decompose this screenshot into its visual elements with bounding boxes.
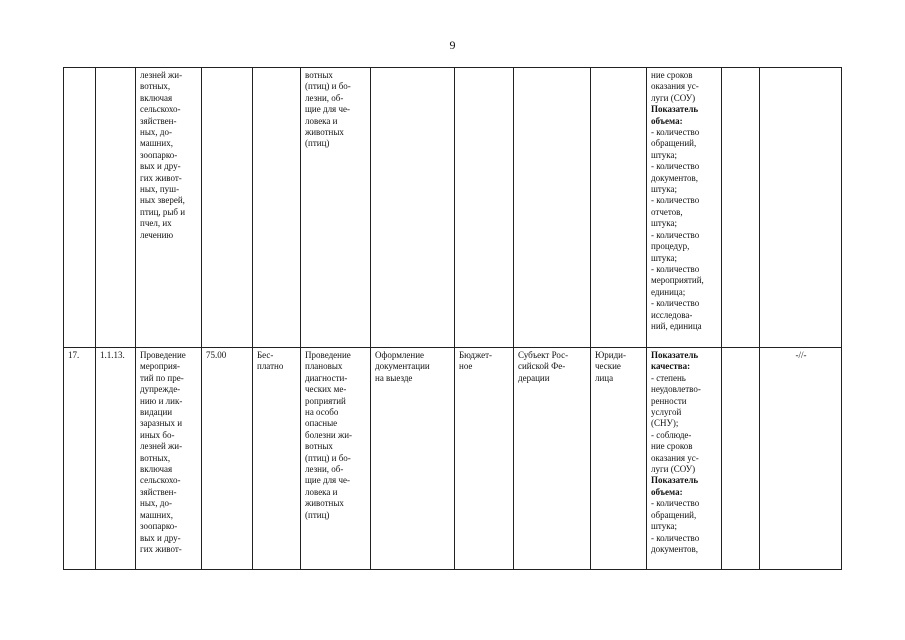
services-table [63, 67, 842, 570]
cell-code-value [202, 68, 253, 348]
cell-code: 1.1.13. [96, 348, 136, 570]
cell-note: -//- [760, 348, 842, 570]
cell-type: Бюджет- ное [455, 348, 514, 570]
cell-content: Проведение плановых диагности- ческих ме- роприятий на особо опасные болезни жи- вотных (птиц) и бо- лезни, об- щие для че- ловека и животных (птиц) [301, 348, 371, 570]
cell-condition [371, 68, 455, 348]
cell-content: вотных (птиц) и бо- лезни, об- щие для че- ловека и животных (птиц) [301, 68, 371, 348]
table-row-continuation [64, 68, 842, 348]
cell-extra [722, 348, 760, 570]
cell-consumers [591, 68, 647, 348]
cell-type [455, 68, 514, 348]
cell-name: лезней жи- вотных, включая сельскохо- зяйствен- ных, до- машних, зоопарко- вых и дру- гих живот- ных, пуш- ных зверей, птиц, рыб и пчел, их лечению [136, 68, 202, 348]
cell-code-value: 75.00 [202, 348, 253, 570]
cell-name: Проведение мероприя- тий по пре- дупрежде- нию и лик- видации заразных и иных бо- лезней жи- вотных, включая сельскохо- зяйствен- ных, до- машних, зоопарко- вых и дру- гих живот- [136, 348, 202, 570]
cell-code [96, 68, 136, 348]
cell-note [760, 68, 842, 348]
cell-extra [722, 68, 760, 348]
cell-payment [253, 68, 301, 348]
cell-num: 17. [64, 348, 96, 570]
cell-num [64, 68, 96, 348]
cell-indicators: Показатель качества: - степень неудовлетво- ренности услугой (СНУ); - соблюде- ние сроков оказания ус- луги (СОУ) Показатель объема: - количество обращений, штука; - количество документов, [647, 348, 722, 570]
page-number: 9 [449, 38, 456, 52]
cell-payment: Бес- платно [253, 348, 301, 570]
cell-consumers: Юриди- ческие лица [591, 348, 647, 570]
cell-founder [514, 68, 591, 348]
cell-condition: Оформление документации на выезде [371, 348, 455, 570]
table-row-17 [64, 348, 842, 570]
cell-indicators: ние сроков оказания ус- луги (СОУ) Показатель объема: - количество обращений, штука; - количество документов, штука; - количество отчетов, штука; - количество процедур, штука; - количество мероприятий, единица; - количество исследова- ний, единица [647, 68, 722, 348]
cell-founder: Субъект Рос- сийской Фе- дерации [514, 348, 591, 570]
